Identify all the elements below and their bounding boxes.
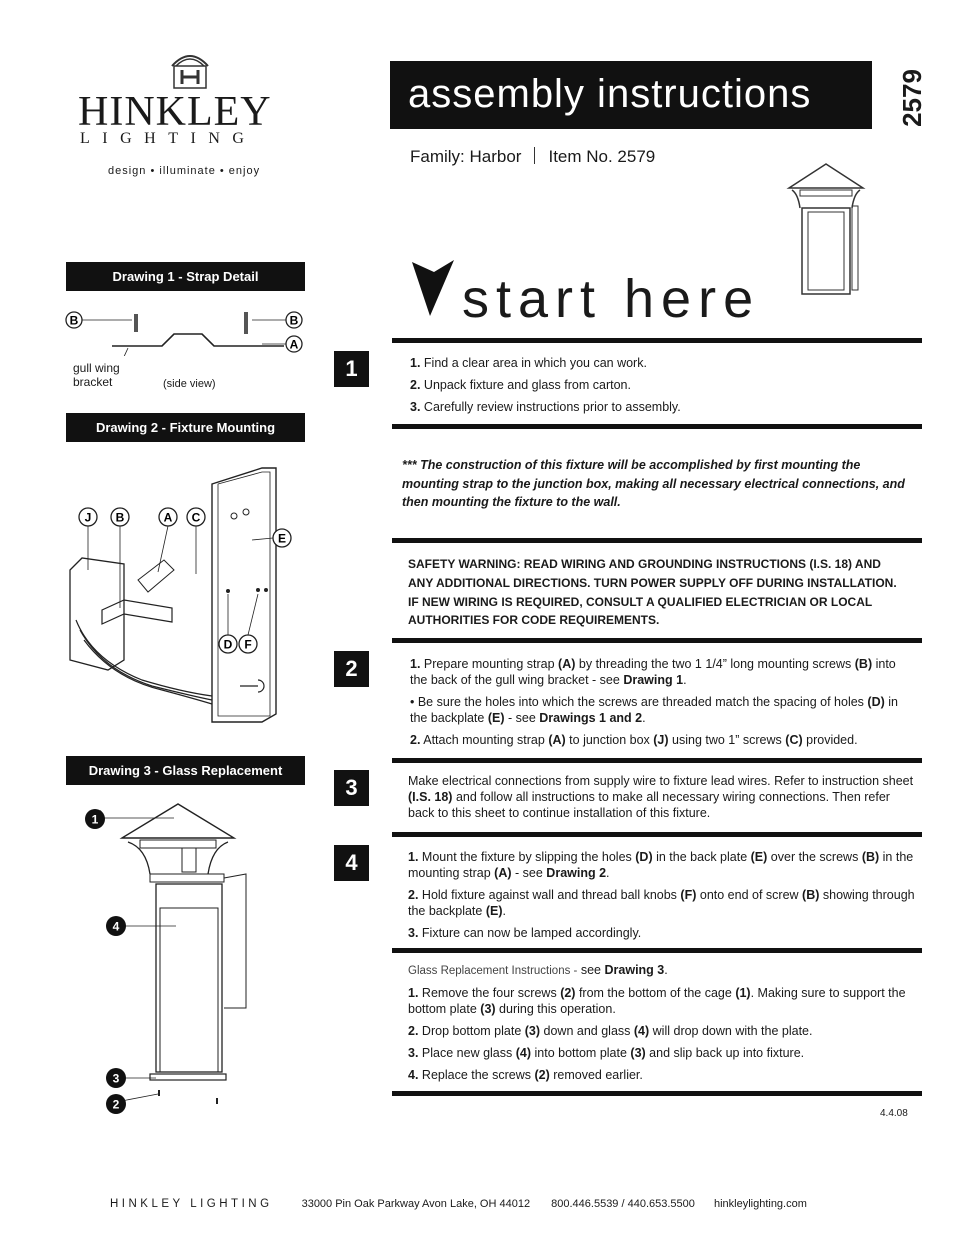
step-4-text: 1. Mount the fixture by slipping the holes (D) in the back plate (E) over the screws (B) in the mounting strap (A) - see Drawing 2. 2. Hold fixture against wall and thread ball knobs (F) onto end of screw (B) showing through the backplate (E). 3. Fixture can now be lamped accordingly. [408,850,915,940]
page-title: assembly instructions [390,61,872,129]
rule-warning-top [392,538,922,543]
callout-e: E [277,531,287,546]
drawing-3-header: Drawing 3 - Glass Replacement [66,756,305,785]
step-4-badge: 4 [334,845,369,881]
callout-b-left: B [69,313,79,328]
gull-wing-label: gull wing [73,361,120,375]
brand-sub: LIGHTING [80,130,257,147]
callout-d: D [223,637,233,652]
brand-tagline: design • illuminate • enjoy [108,165,261,177]
family-line [410,147,740,167]
callout-4-number: 4 [112,919,120,934]
step-2-text: 1. Prepare mounting strap (A) by threading the two 1 1/4” long mounting screws (B) into the back of the gull wing bracket - see Drawing 1. • Be sure the holes into which the screws are threaded match the spacing of holes (D) in the backplate (E) - see Drawings 1 and 2. 2. Attach mounting strap (A) to junction box (J) using two 1” screws (C) provided. [410,657,898,747]
step-3-text: Make electrical connections from supply wire to fixture lead wires. Refer to instruction sheet (I.S. 18) and follow all instructions to make all necessary wiring connections. Then refer back to this sheet to continue installation of this fixture. [408,774,914,820]
family-separator [534,147,535,164]
glass-replacement-text: Glass Replacement Instructions - see Drawing 3. 1. Remove the four screws (2) from the bottom of the cage (1). Making sure to support the bottom plate (3) during this operation. 2. Drop bottom plate (3) down and glass (4) will drop down with the plate. 3. Place new glass (4) into bottom plate (3) and slip back up into fixture. 4. Replace the screws (2) removed earlier. [408,963,906,1082]
callout-b-right: B [289,313,299,328]
start-arrow-icon [410,258,458,318]
rule-glass-top [392,948,922,953]
start-here-heading: start here [462,269,761,329]
drawing-2-header: Drawing 2 - Fixture Mounting [66,413,305,442]
callout-3-number: 3 [112,1071,120,1086]
drawing-2-fixture-mounting [62,460,312,730]
fixture-thumbnail [786,160,866,300]
item-number-vertical: 2579 [897,69,927,127]
drawing-3-glass-replacement [100,798,290,1118]
rule-step1-top [392,338,922,343]
safety-warning: SAFETY WARNING: READ WIRING AND GROUNDING INSTRUCTIONS (I.S. 18) AND ANY ADDITIONAL DIRECTIONS. TURN POWER SUPPLY OFF DURING INSTALLATION. IF NEW WIRING IS REQUIRED, CONSULT A QUALIFIED ELECTRICIAN OR LOCAL AUTHORITIES FOR CODE REQUIREMENTS. [408,557,897,628]
callout-f: F [244,637,252,652]
step-1-badge: 1 [334,351,369,387]
callout-a-2: A [163,510,173,525]
step-3-badge: 3 [334,770,369,806]
item-label: Item No. 2579 [548,147,656,166]
side-view-label: (side view) [163,378,216,390]
callout-1-number: 1 [91,812,99,827]
family-label: Family: Harbor [410,147,522,166]
step-1-text: 1. Find a clear area in which you can work. 2. Unpack fixture and glass from carton. 3. Carefully review instructions prior to assembly. [410,356,681,414]
construction-note: *** The construction of this fixture will be accomplished by first mounting the mounting strap to the junction box, making all necessary electrical connections, and then mounting the fixture to the wall. [402,458,905,509]
callout-1-badge [84,808,106,830]
revision-date: 4.4.08 [880,1108,908,1119]
callout-4-badge [105,915,127,937]
callout-2-number: 2 [112,1097,120,1112]
callout-2-badge [105,1093,127,1115]
rule-glass-bottom [392,1091,922,1096]
drawing-1-header: Drawing 1 - Strap Detail [66,262,305,291]
callout-c: C [191,510,201,525]
footer-website[interactable]: hinkleylighting.com [713,1198,807,1210]
footer [110,1198,870,1210]
rule-step3-top [392,758,922,763]
footer-address: 33000 Pin Oak Parkway Avon Lake, OH 44012 [301,1198,531,1210]
bracket-label: bracket [73,375,113,389]
rule-step4-top [392,832,922,837]
callout-3-badge [105,1067,127,1089]
brand-name: HINKLEY [78,89,272,135]
callout-a: A [289,337,299,352]
footer-phone: 800.446.5539 / 440.653.5500 [551,1198,695,1210]
callout-b: B [115,510,125,525]
step-2-badge: 2 [334,651,369,687]
rule-step2-top [392,638,922,643]
callout-j: J [84,510,92,525]
hinkley-logo-icon [166,46,214,90]
footer-brand: HINKLEY LIGHTING [110,1198,273,1210]
rule-step1-bottom [392,424,922,429]
drawing-1-strap [62,306,310,356]
